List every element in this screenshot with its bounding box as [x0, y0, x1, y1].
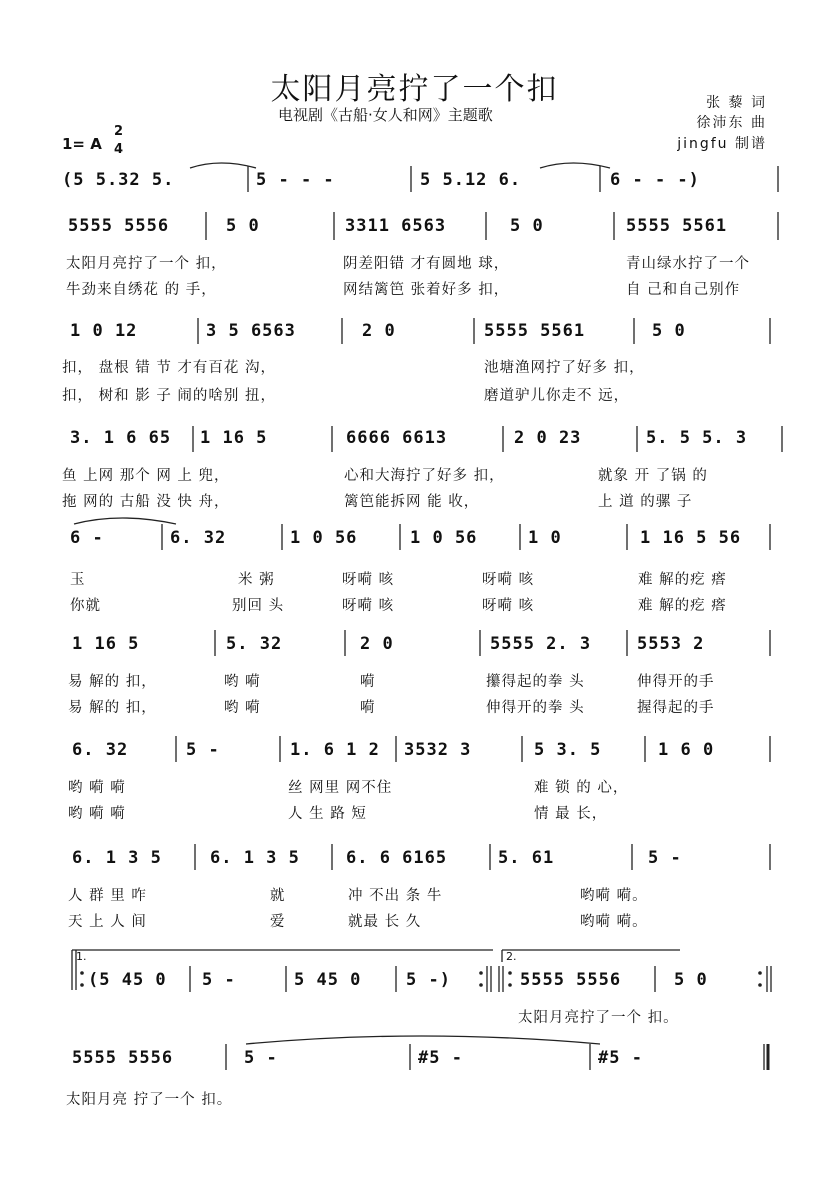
- lyric-line-1: 哟 嗬: [224, 674, 261, 690]
- measure-notes: 1 16 5: [72, 634, 140, 654]
- measure-notes: 6 - - -): [610, 170, 700, 190]
- lyric-line-1: 人 群 里 咋: [68, 888, 147, 904]
- lyric-line-2: 你就: [70, 598, 101, 614]
- measure-notes: 5 45 0: [294, 970, 362, 990]
- measure-notes: 5555 5556: [520, 970, 622, 990]
- volta-1-label: 1.: [76, 950, 87, 963]
- lyric-line-2: 扣， 树和 影 子 闹的啥别 扭，: [62, 388, 277, 404]
- lyric-line-2: 哟 嗬 嗬: [68, 806, 126, 822]
- measure-notes: 2 0 23: [514, 428, 582, 448]
- lyric-line-2: 呀嗬 咳: [482, 598, 535, 614]
- measure-notes: 3532 3: [404, 740, 472, 760]
- lyricist-credit: 张 藜 词: [706, 95, 767, 111]
- lyric-line-1: 池塘渔网拧了好多 扣，: [484, 360, 645, 376]
- time-signature-bottom: 4: [114, 142, 124, 157]
- measure-notes: 2 0: [362, 321, 396, 341]
- lyric-line-1: 鱼 上网 那个 网 上 兜，: [62, 468, 230, 484]
- lyric-line-1: 米 粥: [238, 572, 275, 588]
- measure-notes: 5 -: [648, 848, 682, 868]
- measure-notes: 5 -: [186, 740, 220, 760]
- lyric-line-2: 牛劲来自绣花 的 手，: [66, 282, 217, 298]
- measure-notes: 5 -: [244, 1048, 278, 1068]
- lyric-line-1: 难 锁 的 心，: [534, 780, 629, 796]
- lyric-line-2: 就最 长 久: [348, 914, 422, 930]
- measure-notes: 1 0 56: [290, 528, 358, 548]
- measure-notes: #5 -: [598, 1048, 643, 1068]
- measure-notes: 6. 1 3 5: [210, 848, 300, 868]
- lyric-line-2: 人 生 路 短: [288, 806, 367, 822]
- volta-2-label: 2.: [506, 950, 517, 963]
- lyric-line-2: 上 道 的骡 子: [598, 494, 693, 510]
- measure-notes: 5 5.12 6.: [420, 170, 522, 190]
- lyric-line-2: 嗬: [360, 700, 376, 716]
- arranger-credit: jingfu 制谱: [677, 136, 767, 152]
- lyric-line-1: 哟 嗬 嗬: [68, 780, 126, 796]
- measure-notes: (5 45 0: [88, 970, 167, 990]
- measure-notes: 1 0 56: [410, 528, 478, 548]
- measure-notes: 5 0: [226, 216, 260, 236]
- lyric-line-2: 拖 网的 古船 没 快 舟，: [62, 494, 230, 510]
- lyric-line-1: 玉: [70, 572, 86, 588]
- measure-notes: 5555 5561: [484, 321, 586, 341]
- measure-notes: 1. 6 1 2: [290, 740, 380, 760]
- measure-notes: 1 6 0: [658, 740, 715, 760]
- time-signature-top: 2: [114, 124, 124, 139]
- measure-notes: 1 0 12: [70, 321, 138, 341]
- lyric-line-2: 天 上 人 间: [68, 914, 147, 930]
- lyric-line-1: 嗬: [360, 674, 376, 690]
- measure-notes: 1 0: [528, 528, 562, 548]
- lyric-line-1: 就象 开 了锅 的: [598, 468, 708, 484]
- lyric-line-2: 呀嗬 咳: [342, 598, 395, 614]
- measure-notes: (5 5.32 5.: [62, 170, 175, 190]
- measure-notes: 6. 32: [170, 528, 227, 548]
- song-title: 太阳月亮拧了一个扣: [270, 72, 559, 107]
- lyric-line-2: 易 解的 扣，: [68, 700, 157, 716]
- measure-notes: 5 0: [510, 216, 544, 236]
- measure-notes: 5 - - -: [256, 170, 335, 190]
- measure-notes: 5. 32: [226, 634, 283, 654]
- measure-notes: 3 5 6563: [206, 321, 296, 341]
- lyric-line-1: 攥得起的拳 头: [486, 674, 585, 690]
- lyric-line-1: 太阳月亮拧了一个 扣，: [66, 256, 227, 272]
- measure-notes: #5 -: [418, 1048, 463, 1068]
- measure-notes: 5553 2: [637, 634, 705, 654]
- measure-notes: 6666 6613: [346, 428, 448, 448]
- measure-notes: 5555 5556: [72, 1048, 174, 1068]
- lyric-line-2: 别回 头: [232, 598, 285, 614]
- measure-notes: 6. 6 6165: [346, 848, 448, 868]
- key-signature: 1= A: [62, 135, 102, 153]
- lyric-line-1: 易 解的 扣，: [68, 674, 157, 690]
- measure-notes: 2 0: [360, 634, 394, 654]
- lyric-line-1: 伸得开的手: [637, 674, 715, 690]
- lyric-line-1: 扣， 盘根 错 节 才有百花 沟，: [62, 360, 277, 376]
- measure-notes: 3311 6563: [345, 216, 447, 236]
- lyric-line-1: 难 解的疙 瘩: [638, 572, 727, 588]
- measure-notes: 5 0: [652, 321, 686, 341]
- measure-notes: 6. 32: [72, 740, 129, 760]
- lyric-line-2: 难 解的疙 瘩: [638, 598, 727, 614]
- measure-notes: 1 16 5 56: [640, 528, 742, 548]
- measure-notes: 5 0: [674, 970, 708, 990]
- lyric-line-2: 哟 嗬: [224, 700, 261, 716]
- measure-notes: 5555 5561: [626, 216, 728, 236]
- lyric-line-2: 爱: [270, 914, 286, 930]
- lyric-line-2: 握得起的手: [637, 700, 715, 716]
- measure-notes: 5 -): [406, 970, 451, 990]
- lyric-line-1: 呀嗬 咳: [342, 572, 395, 588]
- measure-notes: 3. 1 6 65: [70, 428, 172, 448]
- measure-notes: 5555 2. 3: [490, 634, 592, 654]
- lyric-line-1: 心和大海拧了好多 扣，: [344, 468, 505, 484]
- composer-credit: 徐沛东 曲: [696, 115, 767, 131]
- lyric-line-1: 阴差阳错 才有圆地 球，: [343, 256, 510, 272]
- lyric-line-2: 磨道驴儿你走不 远，: [484, 388, 630, 404]
- lyric-line-1: 呀嗬 咳: [482, 572, 535, 588]
- lyric-line-1: 青山绿水拧了一个: [626, 256, 750, 272]
- lyric-line-1: 冲 不出 条 牛: [348, 888, 443, 904]
- lyric-line-2: 情 最 长，: [534, 806, 608, 822]
- song-subtitle: 电视剧《古船·女人和网》主题歌: [278, 106, 493, 124]
- lyric-line-1: 哟嗬 嗬。: [580, 888, 648, 904]
- lyric-line-2: 网结篱笆 张着好多 扣，: [343, 282, 510, 298]
- measure-notes: 5. 5 5. 3: [646, 428, 748, 448]
- measure-notes: 6 -: [70, 528, 104, 548]
- measure-notes: 5 -: [202, 970, 236, 990]
- lyric-line-1: 就: [270, 888, 286, 904]
- measure-notes: 5555 5556: [68, 216, 170, 236]
- lyric-line-1: 太阳月亮 拧了一个 扣。: [66, 1092, 233, 1108]
- measure-notes: 5 3. 5: [534, 740, 602, 760]
- lyric-line-2: 篱笆能拆网 能 收，: [344, 494, 480, 510]
- lyric-line-2: 伸得开的拳 头: [486, 700, 585, 716]
- lyric-line-2: 自 己和自己别作: [626, 282, 741, 298]
- lyric-line-1: 丝 网里 网不住: [288, 780, 393, 796]
- measure-notes: 1 16 5: [200, 428, 268, 448]
- measure-notes: 6. 1 3 5: [72, 848, 162, 868]
- lyric-line-2: 哟嗬 嗬。: [580, 914, 648, 930]
- lyric-line-1: 太阳月亮拧了一个 扣。: [518, 1010, 679, 1026]
- measure-notes: 5. 61: [498, 848, 555, 868]
